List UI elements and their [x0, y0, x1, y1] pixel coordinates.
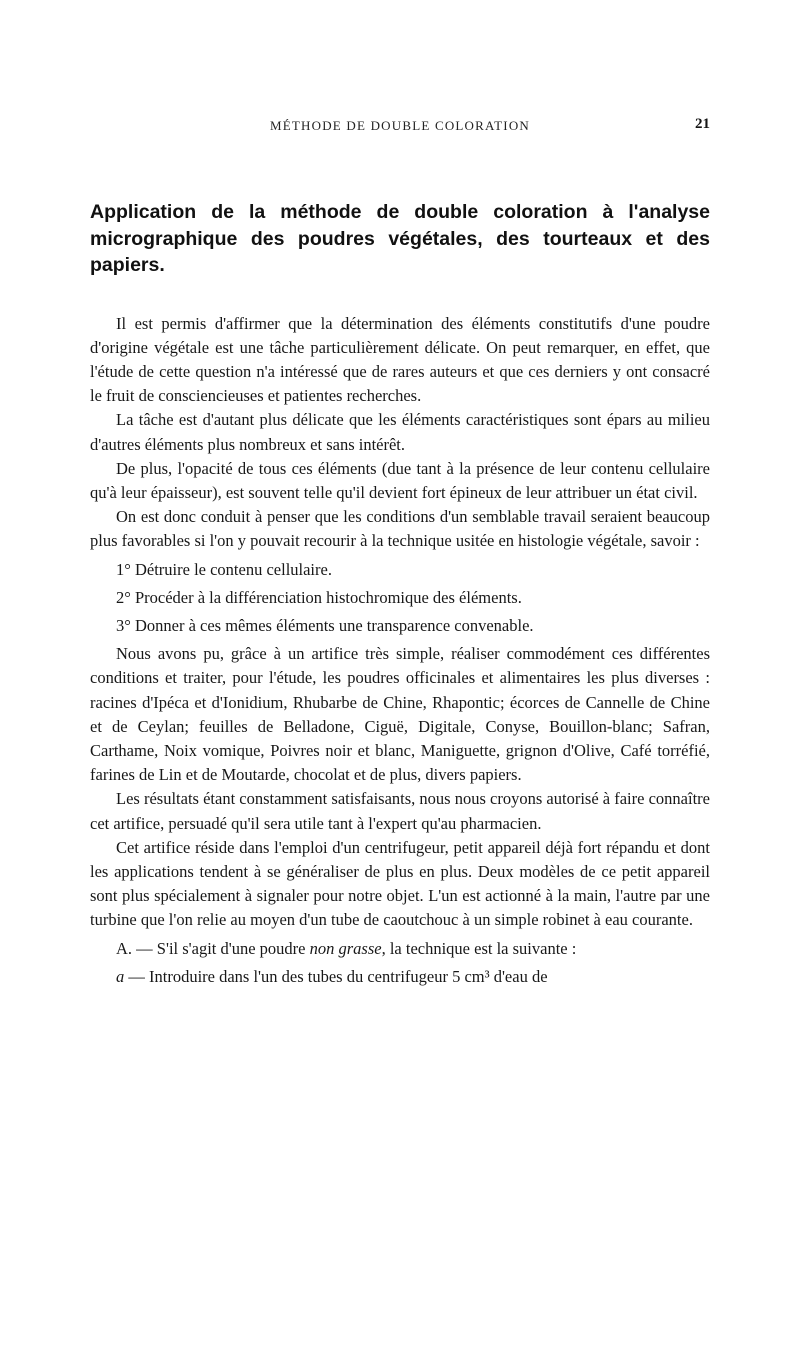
paragraph: Cet artifice réside dans l'emploi d'un centrifugeur, petit appareil déjà fort répandu et dont les applications tendent à se généraliser de plus en plus. Deux modèles de ce petit appareil sont plus spécialement à signaler pour notre objet. L'un est actionné à la main, l'autre par une turbine que l'on relie au moyen d'un tube de caoutchouc à un simple robinet à eau courante.	[90, 837, 710, 930]
section-title: Application de la méthode de double coloration à l'analyse micrographique des poudres végétales, des tourteaux et des papiers.	[90, 201, 710, 276]
document-page	[90, 112, 710, 993]
technique-heading	[90, 937, 710, 961]
step-a-text: — Introduire dans l'un des tubes du centrifugeur 5 cm³ d'eau de	[124, 966, 548, 986]
running-head	[90, 112, 710, 144]
step-a	[90, 965, 710, 989]
paragraph: La tâche est d'autant plus délicate que les éléments caractéristiques sont épars au milieu d'autres éléments plus nombreux et sans intérêt.	[90, 410, 710, 454]
running-title: MÉTHODE DE DOUBLE COLORATION	[270, 118, 530, 133]
step-item: 2° Procéder à la différenciation histochromique des éléments.	[116, 587, 522, 607]
paragraph: Nous avons pu, grâce à un artifice très simple, réaliser commodément ces différentes conditions et traiter, pour l'étude, les poudres officinales et alimentaires les plus diverses : racines d'Ipéca et d'Ionidium, Rhubarbe de Chine, Rhapontic; écorces de Cannelle de Chine et de Ceylan; feuilles de Belladone, Ciguë, Digitale, Conyse, Bouillon-blanc; Safran, Carthame, Noix vomique, Poivres noir et blanc, Maniguette, grignon d'Olive, Café torréfié, farines de Lin et de Moutarde, chocolat et de plus, divers papiers.	[90, 644, 710, 785]
step-a-letter: a	[116, 966, 125, 986]
step-item: 3° Donner à ces mêmes éléments une transparence convenable.	[116, 615, 534, 635]
paragraph: On est donc conduit à penser que les conditions d'un semblable travail seraient beaucoup plus favorables si l'on y pouvait recourir à la technique usitée en histologie végétale, savoir :	[90, 507, 710, 551]
paragraph: De plus, l'opacité de tous ces éléments (due tant à la présence de leur contenu cellulaire qu'à leur épaisseur), est souvent telle qu'il devient fort épineux de leur attribuer un état civil.	[90, 458, 710, 502]
technique-emphasis: non grasse	[309, 938, 382, 958]
technique-suffix: , la technique est la suivante :	[381, 938, 577, 958]
paragraph: Les résultats étant constamment satisfaisants, nous nous croyons autorisé à faire connaître cet artifice, persuadé qu'il sera utile tant à l'expert qu'au pharmacien.	[90, 789, 710, 833]
paragraph: Il est permis d'affirmer que la détermination des éléments constitutifs d'une poudre d'origine végétale est une tâche particulièrement délicate. On peut remarquer, en effet, que l'étude de cette question n'a intéressé que de rares auteurs et que ces derniers y ont consacré le fruit de consciencieuses et patientes recherches.	[90, 313, 710, 406]
page-number: 21	[695, 116, 710, 132]
step-item: 1° Détruire le contenu cellulaire.	[116, 559, 332, 579]
body-text	[90, 312, 710, 989]
technique-prefix: A. — S'il s'agit d'une poudre	[116, 938, 310, 958]
